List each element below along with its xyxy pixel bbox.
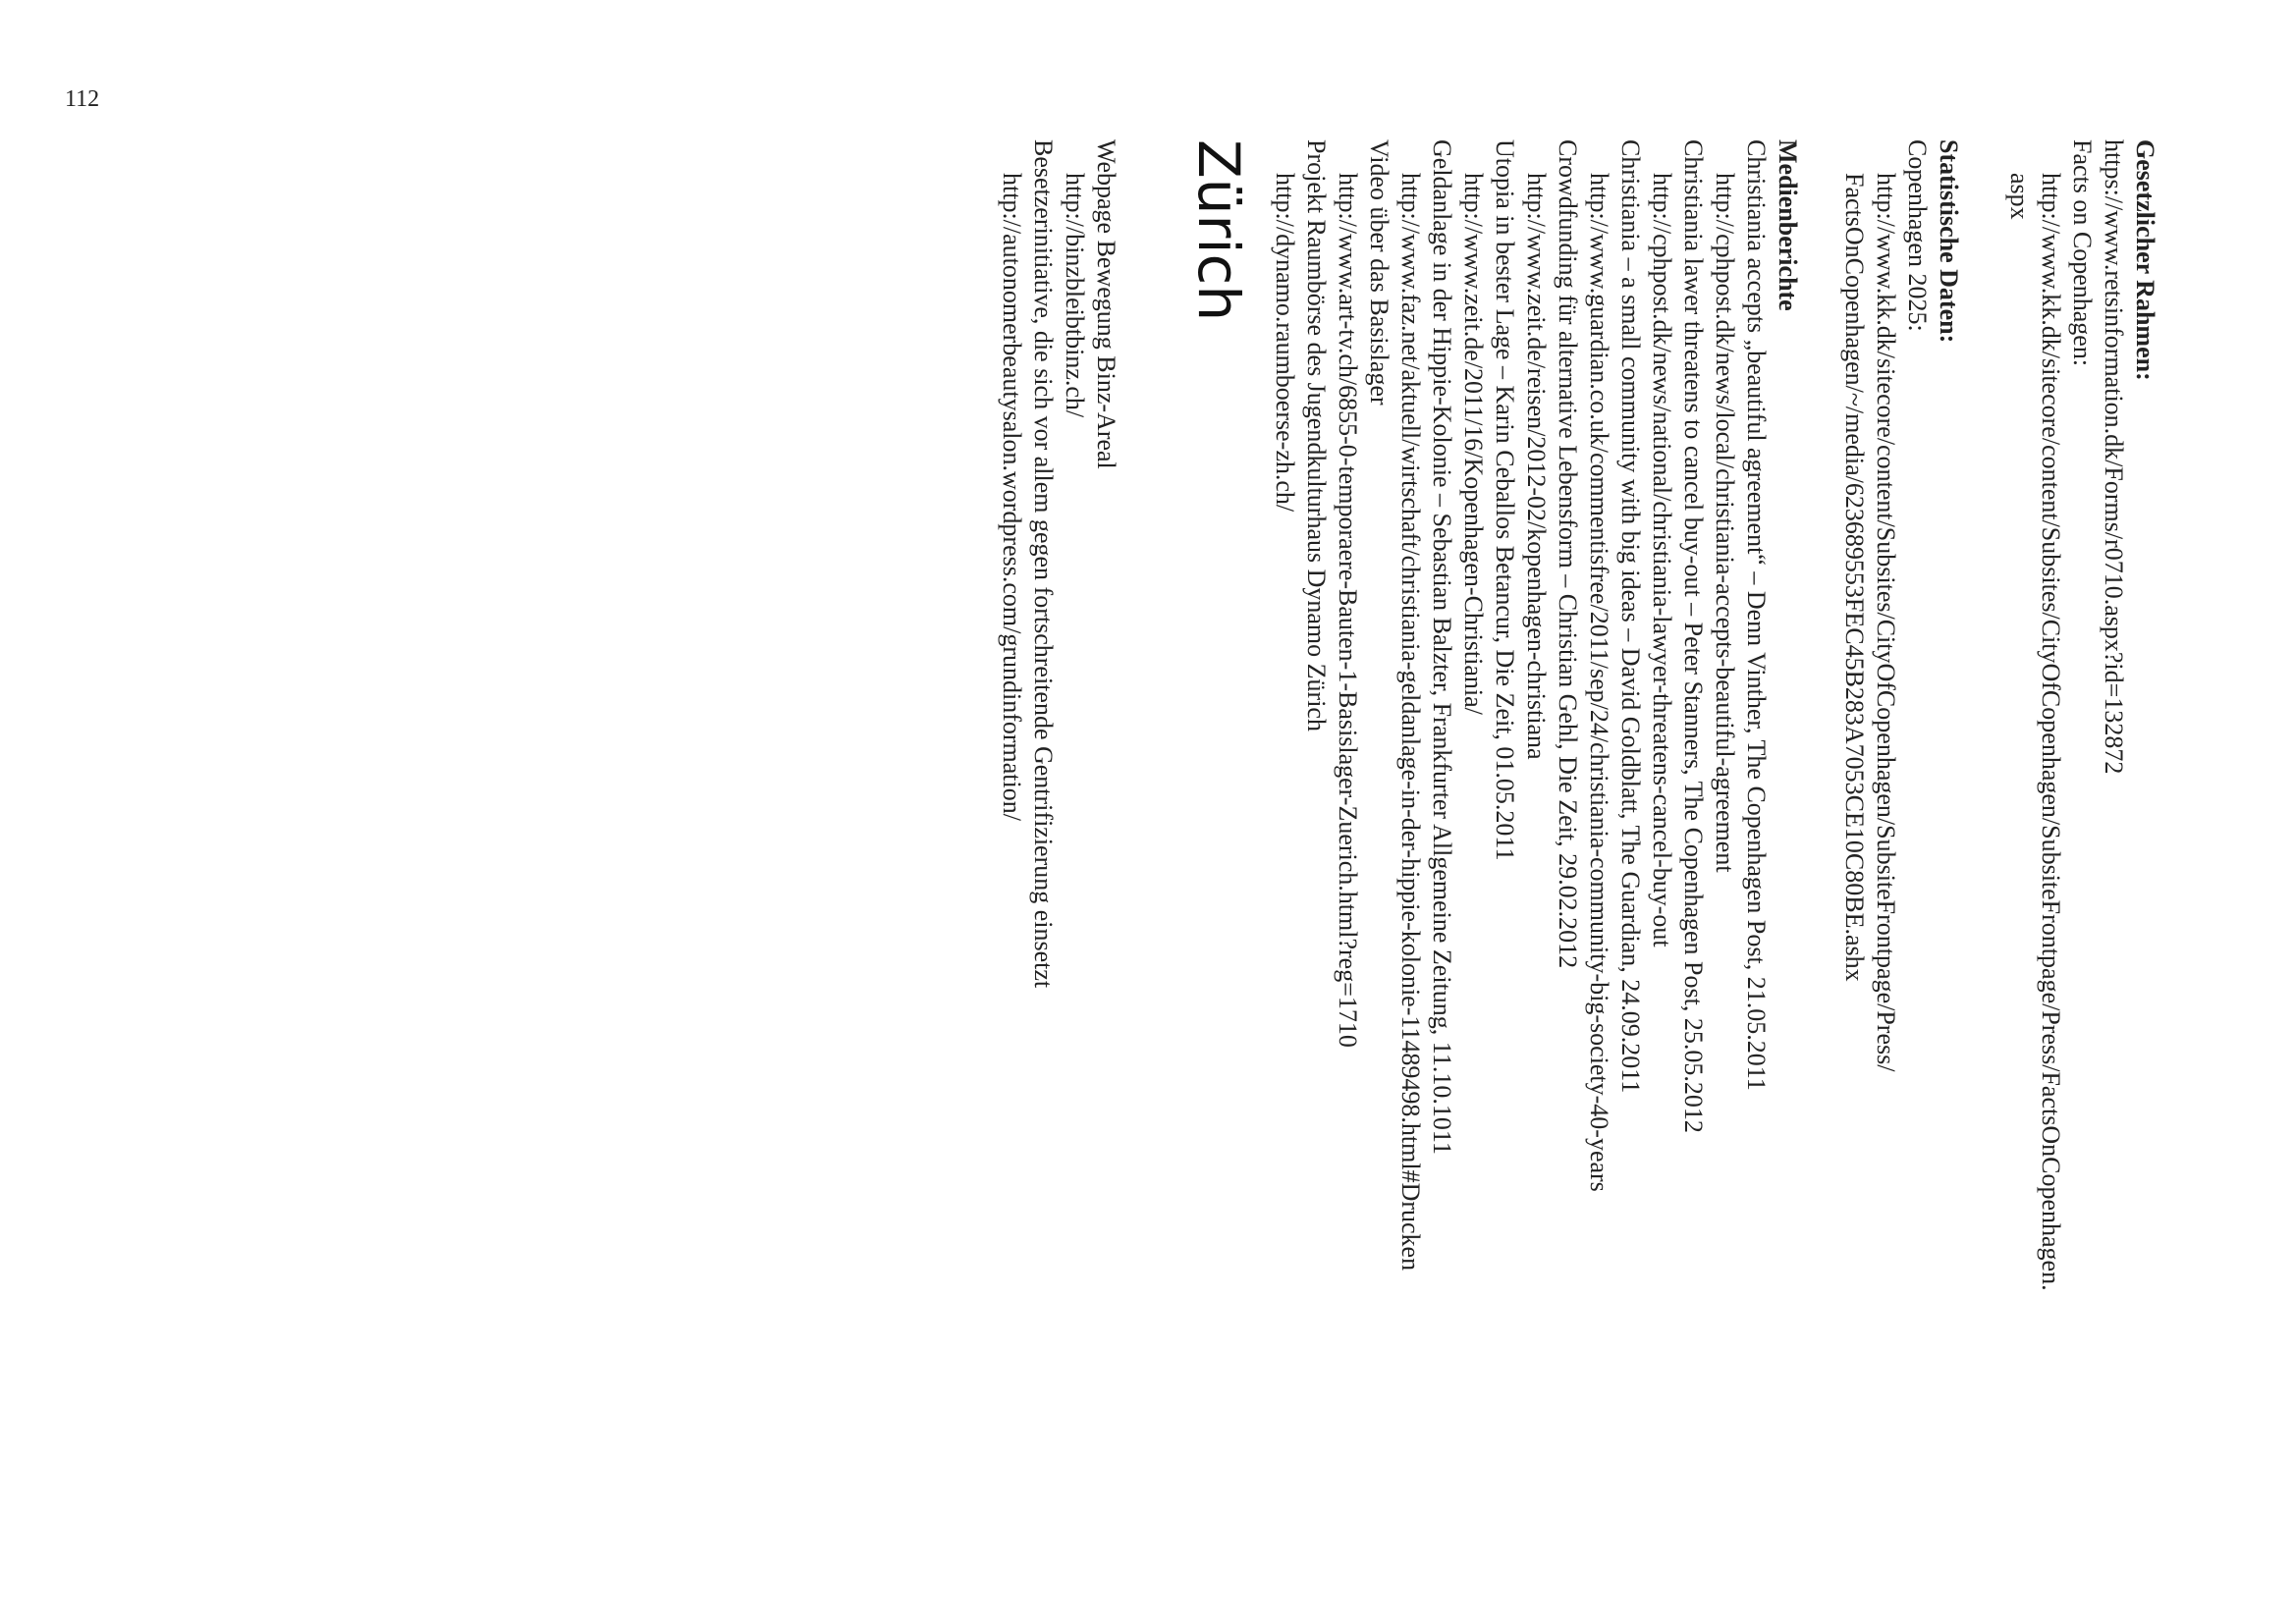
media-entry-title: Crowdfunding für alternative Lebensform – Christian Gehl, Die Zeit, 29.02.2012: [1554, 139, 1582, 969]
zurich-heading: Zürich: [1185, 139, 1252, 322]
page-number: 112: [65, 86, 100, 112]
media-entry-link[interactable]: http://dynamo.raumboerse-zh.ch/: [1271, 173, 1299, 513]
media-entry-title: Christiania accepts „beautiful agreement“ – Denn Vinther, The Copenhagen Post, 21.05.2011: [1742, 139, 1771, 1091]
media-entry-link[interactable]: http://cphpost.dk/news/national/christiania-lawyer-threatens-cancel-buy-out: [1648, 173, 1676, 947]
legal-label: Facts on Copenhagen:: [2068, 139, 2097, 367]
media-entry-link[interactable]: http://www.zeit.de/reisen/2012-02/kopenhagen-christiana: [1522, 173, 1551, 760]
media-entry-title: Geldanlage in der Hippie-Kolonie – Sebastian Balzter, Frankfurter Allgemeine Zeitung, 11.10.1011: [1428, 139, 1456, 1155]
zurich-entry-title: Besetzerinitiative, die sich vor allem gegen fortschreitende Gentrifizierung einsetzt: [1029, 139, 1058, 989]
stats-link-continued[interactable]: FactsOnCopenhagen/~/media/623689553FEC45B283A7053CE10C80BE.ashx: [1840, 173, 1869, 982]
media-entry-link[interactable]: http://www.faz.net/aktuell/wirtschaft/christiania-geldanlage-in-der-hippie-kolonie-11489498.html#Drucken: [1396, 173, 1425, 1272]
zurich-entry-link[interactable]: http://autonomerbeautysalon.wordpress.com/grundinformation/: [998, 173, 1026, 821]
media-entry-title: Video über das Basislager: [1365, 139, 1393, 406]
stats-heading: Statistische Daten:: [1935, 139, 1963, 344]
stats-section: [1838, 139, 1964, 1565]
legal-link[interactable]: https://www.retsinformation.dk/Forms/r0710.aspx?id=132872: [2100, 139, 2128, 775]
stats-label: Copenhagen 2025:: [1903, 139, 1932, 332]
zurich-entry-link[interactable]: http://binzbleibtbinz.ch/: [1061, 173, 1089, 418]
media-entry-title: Christiania lawer threatens to cancel buy-out – Peter Stanners, The Copenhagen Post, 25.05.2012: [1679, 139, 1708, 1133]
zurich-entry-title: Webpage Bewegung Binz-Areal: [1092, 139, 1120, 469]
legal-heading: Gesetzlicher Rahmen:: [2131, 139, 2159, 381]
stats-link[interactable]: http://www.kk.dk/sitecore/content/Subsites/CityOfCopenhagen/SubsiteFrontpage/Press/: [1872, 173, 1900, 1072]
legal-link-continued[interactable]: aspx: [2005, 173, 2034, 220]
zurich-section: [996, 139, 1253, 1565]
media-entry-link[interactable]: http://www.art-tv.ch/6855-0-temporaere-Bauten-1-Basislager-Zuerich.html?reg=1710: [1334, 173, 1362, 1048]
media-entry-link[interactable]: http://cphpost.dk/news/local/christiania-accepts-beautiful-agreement: [1711, 173, 1739, 873]
media-section: [1269, 139, 1803, 1565]
media-entry-title: Projekt Raumbörse des Jugendkulturhaus Dynamo Zürich: [1302, 139, 1331, 731]
media-entry-title: Christiania – a small community with big ideas – David Goldblatt, The Guardian, 24.09.2011: [1616, 139, 1645, 1094]
media-entry-title: Utopia in bester Lage – Karin Ceballos Betancur, Die Zeit, 01.05.2011: [1491, 139, 1519, 861]
media-entry-link[interactable]: http://www.zeit.de/2011/16/Kopenhagen-Christiania/: [1459, 173, 1488, 715]
legal-section: [2003, 139, 2160, 1565]
legal-link[interactable]: http://www.kk.dk/sitecore/content/Subsites/CityOfCopenhagen/SubsiteFrontpage/Press/FactsOnCopenhagen.: [2037, 173, 2065, 1291]
media-entry-link[interactable]: http://www.guardian.co.uk/commentisfree/2011/sep/24/christiania-community-big-society-40-years: [1585, 173, 1613, 1192]
media-heading: Medienberichte: [1774, 139, 1802, 311]
